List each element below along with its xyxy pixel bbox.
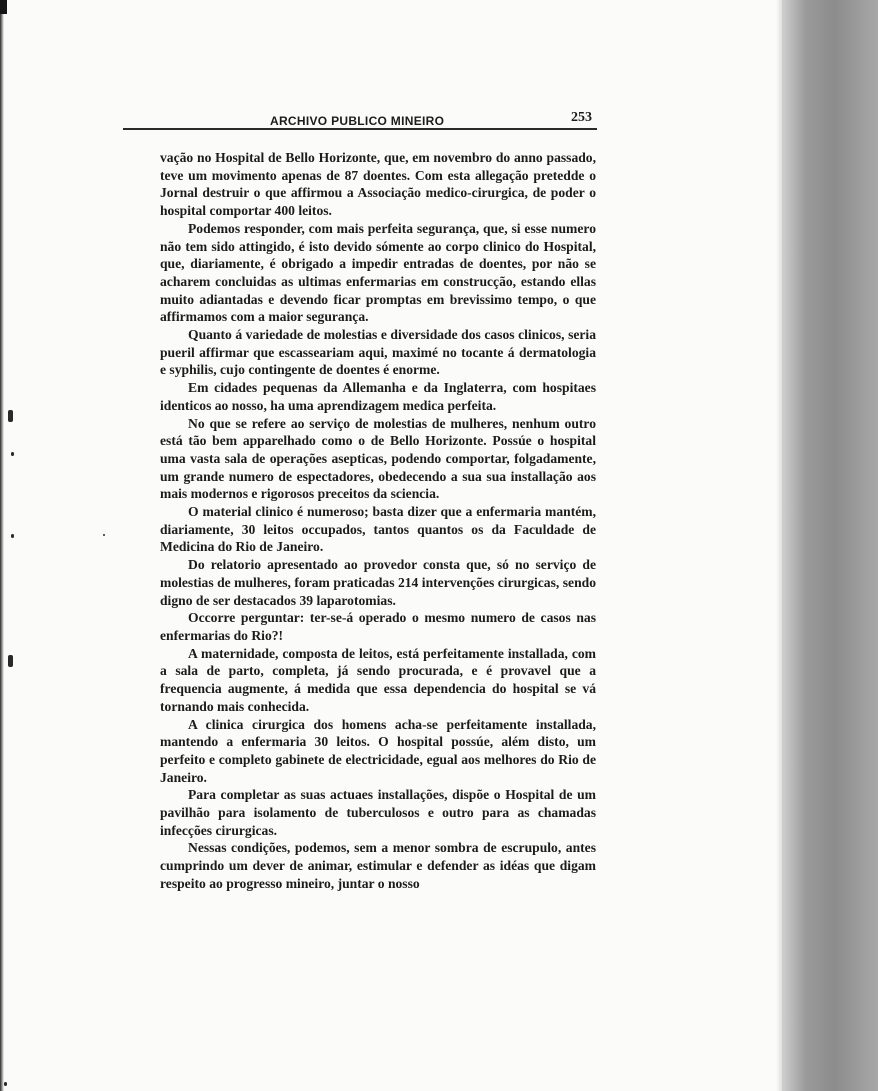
paragraph: Em cidades pequenas da Allemanha e da Inglaterra, com hospitaes identicos ao nosso, ha uma aprendizagem medica perfeita. bbox=[160, 380, 596, 413]
paragraph: Nessas condições, podemos, sem a menor sombra de escrupulo, antes cumprindo um dever de animar, estimular e defender as idéas que digam respeito ao progresso mineiro, juntar o nosso bbox=[160, 840, 596, 891]
scan-speck bbox=[4, 1082, 7, 1086]
book-gutter bbox=[782, 0, 878, 1091]
paragraph: A clinica cirurgica dos homens acha-se perfeitamente installada, mantendo a enfermaria 30 leitos. O hospital possúe, além disto, um perfeito e completo gabinete de electricidade, egual aos melhores do Rio de Janeiro. bbox=[160, 716, 596, 785]
paragraph: Quanto á variedade de molestias e diversidade dos casos clinicos, seria pueril affirmar que escasseariam aqui, maximé no tocante á dermatologia e syphilis, cujo contingente de doentes é enorme. bbox=[160, 327, 596, 378]
running-title: ARCHIVO PUBLICO MINEIRO bbox=[270, 114, 445, 128]
paragraph: Do relatorio apresentado ao provedor consta que, só no serviço de molestias de mulheres, foram praticadas 214 intervenções cirurgicas, sendo digno de ser destacados 39 laparotomias. bbox=[160, 557, 596, 608]
scan-speck bbox=[8, 655, 13, 667]
paragraph: O material clinico é numeroso; basta dizer que a enfermaria mantém, diariamente, 30 leitos occupados, tantos quantos os da Faculdade de Medicina do Rio de Janeiro. bbox=[160, 504, 596, 555]
paragraph: A maternidade, composta de leitos, está perfeitamente installada, com a sala de parto, completa, já sendo procurada, e é provavel que a frequencia augmente, á medida que essa dependencia do hospital se vá tornando mais conhecida. bbox=[160, 645, 596, 714]
paragraph: vação no Hospital de Bello Horizonte, que, em novembro do anno passado, teve um movimento apenas de 87 doentes. Com esta allegação pretedde o Jornal destruir o que affirmou a Associação medico-cirurgica, de poder o hospital comportar 400 leitos. bbox=[160, 150, 596, 219]
page-left-edge bbox=[0, 0, 4, 1091]
paragraph: No que se refere ao serviço de molestias de mulheres, nenhum outro está tão bem apparelhado como o de Bello Horizonte. Possúe o hospital uma vasta sala de operações asepticas, podendo comportar, folgadamente, um grande numero de espectadores, obedecendo a sua sua installação aos mais modernos e rigorosos preceitos da sciencia. bbox=[160, 415, 596, 502]
body-text bbox=[160, 149, 596, 893]
paragraph: Occorre perguntar: ter-se-á operado o mesmo numero de casos nas enfermarias do Rio?! bbox=[160, 610, 596, 643]
scan-speck bbox=[11, 452, 14, 456]
paragraph: Para completar as suas actuaes installações, dispõe o Hospital de um pavilhão para isolamento de tuberculosos e outro para as chamadas infecções cirurgicas. bbox=[160, 787, 596, 838]
paragraph: Podemos responder, com mais perfeita segurança, que, si esse numero não tem sido attingido, é isto devido sómente ao corpo clinico do Hospital, que, diariamente, é obrigado a impedir entradas de doentes, por não se acharem concluidas as ultimas enfermarias em construcção, estando ellas muito adiantadas e devendo ficar promptas em brevissimo tempo, o que affirmamos com a maior segurança. bbox=[160, 220, 596, 325]
scan-speck bbox=[103, 534, 105, 536]
scan-speck bbox=[11, 534, 14, 538]
scan-corner-mark bbox=[0, 0, 7, 14]
page-number: 253 bbox=[571, 110, 592, 125]
scan-speck bbox=[8, 410, 13, 422]
header-rule bbox=[123, 128, 597, 130]
